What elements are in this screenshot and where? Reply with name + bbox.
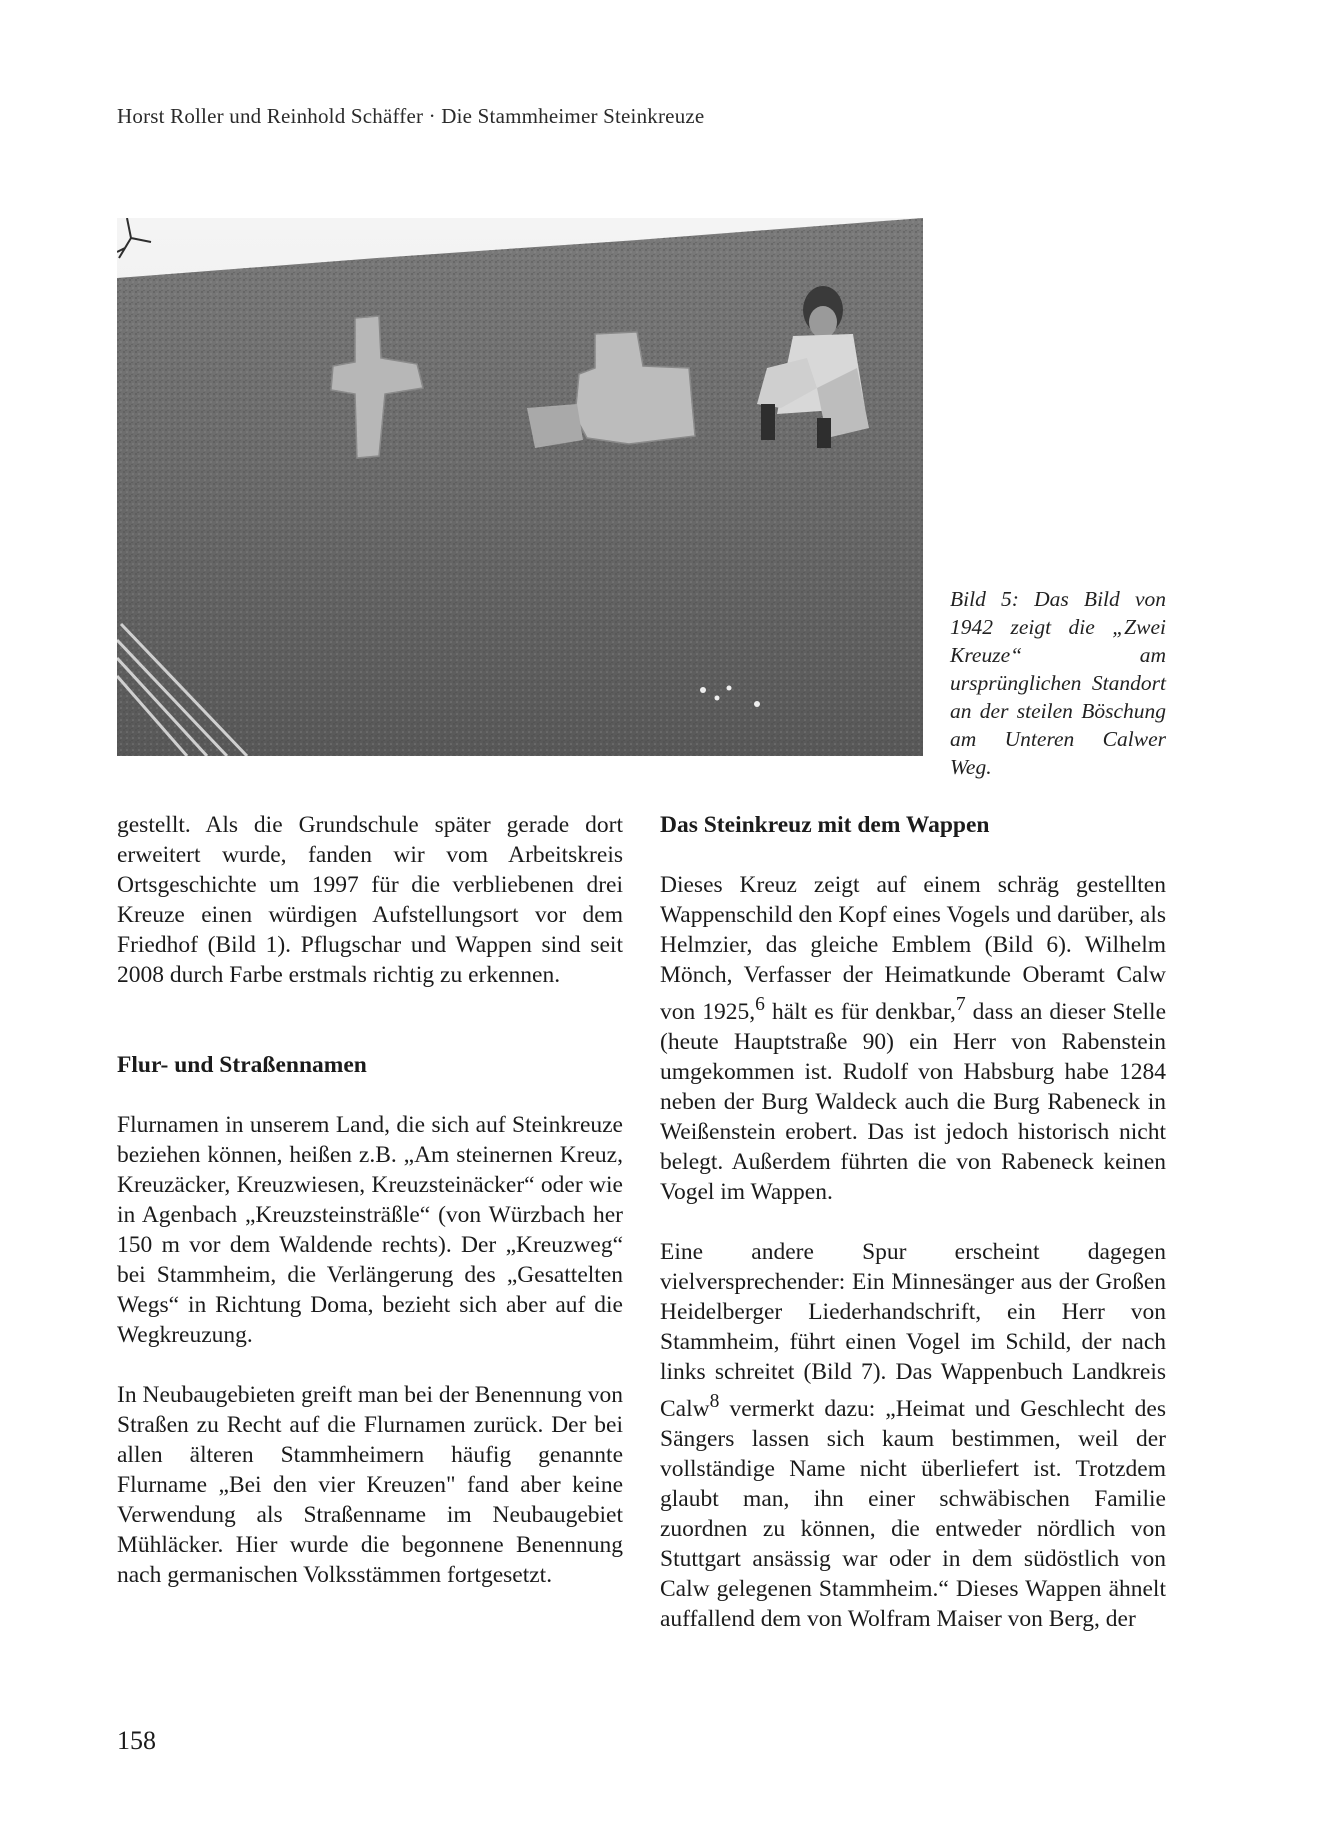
- text-run: vermerkt dazu: „Heimat und Geschlecht des Sängers lassen sich kaum bestimmen, weil der vollständige Name nicht überliefert ist. Trotzdem glaubt man, ihn einer schwäbischen Familie zuordnen zu können, die entweder nördlich von Stuttgart ansässig war oder in dem südöstlich von Calw gelegenen Stammheim.“ Dieses Wappen ähnelt auffallend dem von Wolfram Maiser von Berg, der: [660, 1395, 1166, 1632]
- footnote-ref: 7: [955, 994, 966, 1015]
- figure-caption: Bild 5: Das Bild von 1942 zeigt die „Zwei Kreuze“ am ursprünglichen Standort an der steilen Böschung am Unteren Calwer Weg.: [950, 587, 1166, 779]
- footnote-ref: 6: [755, 994, 765, 1015]
- footnote-ref: 8: [709, 1390, 720, 1412]
- right-column: [660, 810, 1166, 1634]
- running-header: Horst Roller und Reinhold Schäffer · Die Stammheimer Steinkreuze: [117, 104, 705, 128]
- section-heading: Flur- und Straßennamen: [117, 1052, 367, 1078]
- paragraph: [660, 1237, 1166, 1634]
- text-run: hält es für denkbar,: [764, 998, 956, 1025]
- paragraph: gestellt. Als die Grundschule später gerade dort erweitert wurde, fanden wir vom Arbeitskreis Ortsgeschichte um 1997 für die verbliebenen drei Kreuze einen würdigen Aufstellungsort vor dem Friedhof (Bild 1). Pflugschar und Wappen sind seit 2008 durch Farbe erstmals richtig zu erkennen.: [117, 812, 623, 988]
- text-run: Dieses Kreuz zeigt auf einem schräg gestellten Wappenschild den Kopf eines Vogels und darüber, als Helmzier, das gleiche Emblem (Bild 6). Wilhelm Mönch, Verfasser der Heimatkunde Oberamt Calw von 1925,: [660, 872, 1166, 1025]
- paragraph: [660, 870, 1166, 1207]
- text-run: Eine andere Spur erscheint dagegen vielversprechender: Ein Minnesänger aus der Großen Heidelberger Liederhandschrift, ein Herr von Stammheim, führt einen Vogel im Schild, der nach links schreitet (Bild 7). Das Wappenbuch Landkreis Calw: [660, 1238, 1166, 1422]
- left-column: [117, 810, 623, 1590]
- text-run: dass an dieser Stelle (heute Hauptstraße 90) ein Herr von Rabenstein umgekommen ist. Rudolf von Habsburg habe 1284 neben der Burg Waldeck auch die Burg Rabeneck in Weißenstein erobert. Das ist jedoch historisch nicht belegt. Außerdem führten die von Rabeneck keinen Vogel im Wappen.: [660, 998, 1167, 1205]
- historical-photo: [117, 218, 923, 756]
- paragraph: In Neubaugebieten greift man bei der Benennung von Straßen zu Recht auf die Flurnamen zurück. Der bei allen älteren Stammheimern häufig genannte Flurname „Bei den vier Kreuzen" fand aber keine Verwendung als Straßenname im Neubaugebiet Mühläcker. Hier wurde die begonnene Benennung nach germanischen Volksstämmen fortgesetzt.: [117, 1382, 623, 1588]
- paragraph: Flurnamen in unserem Land, die sich auf Steinkreuze beziehen können, heißen z.B. „Am steinernen Kreuz, Kreuzäcker, Kreuzwiesen, Kreuzsteinäcker“ oder wie in Agenbach „Kreuzsteinsträßle“ (von Würzbach her 150 m vor dem Waldende rechts). Der „Kreuzweg“ bei Stammheim, die Verlängerung des „Gesattelten Wegs“ in Richtung Doma, bezieht sich aber auf die Wegkreuzung.: [117, 1112, 623, 1348]
- section-heading: Das Steinkreuz mit dem Wappen: [660, 812, 990, 838]
- page-number: 158: [117, 1726, 156, 1755]
